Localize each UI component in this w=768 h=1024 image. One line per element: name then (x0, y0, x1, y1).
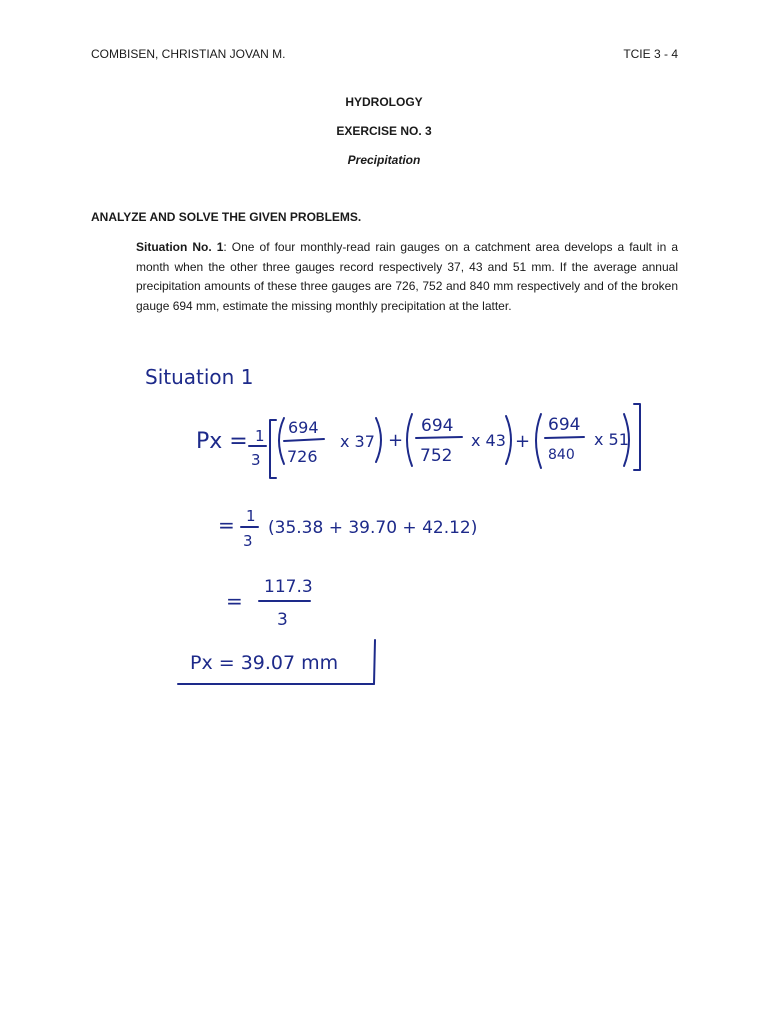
step3-equals: = (226, 589, 243, 613)
fraction-1-num: 694 (288, 418, 319, 437)
formula-one: 1 (255, 427, 265, 445)
exercise-title: EXERCISE NO. 3 (336, 124, 432, 138)
fraction-1-den: 726 (287, 447, 318, 466)
paren-close-2 (506, 416, 511, 464)
subject-title: HYDROLOGY (345, 95, 423, 109)
step2-equals: = (218, 513, 235, 537)
step3-numerator: 117.3 (264, 577, 313, 597)
left-bracket (270, 420, 276, 478)
topic-title: Precipitation (347, 153, 421, 167)
problem-text: : One of four monthly-read rain gauges on a catchment area develops a fault in a month when the other three gauges record respectively 37, 43 and 51 mm. If the average annual precipitation amounts of these three gauges are 726, 752 and 840 mm respectively and of the broken gauge 694 mm, estimate the missing monthly precipitation at the latter. (136, 240, 678, 313)
fraction-1-mult: x 37 (340, 432, 375, 451)
paren-open-2 (407, 414, 412, 466)
author-name: COMBISEN, CHRISTIAN JOVAN M. (91, 47, 286, 61)
paren-close-1 (376, 418, 381, 462)
fraction-1-bar (284, 439, 324, 441)
plus-2: + (515, 431, 531, 452)
step2-three: 3 (243, 532, 253, 550)
fraction-3-bar (545, 437, 584, 438)
plus-1: + (388, 430, 404, 451)
formula-three: 3 (251, 451, 261, 469)
fraction-2-den: 752 (420, 446, 453, 466)
final-answer: Px = 39.07 mm (190, 652, 339, 674)
fraction-2-mult: x 43 (471, 431, 506, 450)
fraction-2-bar (416, 437, 462, 438)
course-section: TCIE 3 - 4 (623, 47, 678, 61)
step2-terms: (35.38 + 39.70 + 42.12) (268, 518, 478, 538)
paren-open-3 (536, 414, 541, 468)
fraction-3-num: 694 (548, 415, 581, 435)
formula-lhs: Px = (196, 429, 248, 454)
problem-label: Situation No. 1 (136, 240, 224, 254)
instructions-heading: ANALYZE AND SOLVE THE GIVEN PROBLEMS. (91, 210, 362, 224)
solution-heading: Situation 1 (145, 365, 254, 389)
step3-denominator: 3 (277, 610, 288, 630)
fraction-3-den: 840 (548, 447, 575, 463)
answer-box-side (374, 640, 375, 684)
right-bracket (634, 404, 640, 470)
step2-one: 1 (246, 507, 256, 525)
fraction-2-num: 694 (421, 416, 454, 436)
fraction-3-mult: x 51 (594, 430, 629, 449)
